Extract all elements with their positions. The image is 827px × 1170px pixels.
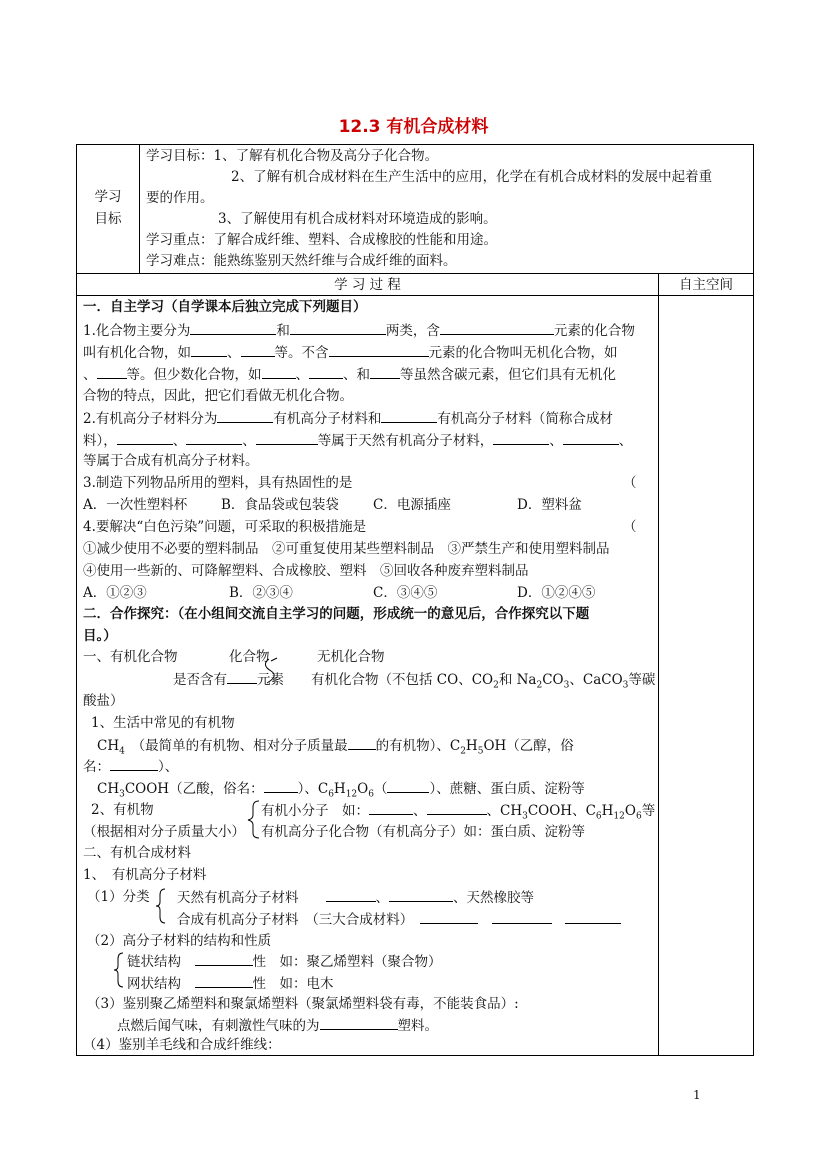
q4-statements-1: ①减少使用不必要的塑料制品 ②可重复使用某些塑料制品 ③严禁生产和使用塑料制品 xyxy=(83,541,610,557)
question-3-paren: （ xyxy=(623,475,637,491)
question-3-stem: 3.制造下列物品所用的塑料，具有热固性的是 xyxy=(83,475,353,491)
section2-heading: 二．合作探究：（在小组间交流自主学习的问题，形成统一的意见后，合作探究以下题 xyxy=(83,606,590,622)
organic-compound-label: 一、有机化合物 xyxy=(83,649,178,665)
q3-option-d: D．塑料盆 xyxy=(517,497,582,513)
page-title: 12.3 有机合成材料 xyxy=(338,117,489,137)
small-molecule-line: 有机小分子 如： 、 、$CH_3COOH$、$C_6H_{12}O_6$等 xyxy=(261,800,655,821)
classify-label: （1）分类 xyxy=(87,889,150,905)
organic-heading: 2、有机物 xyxy=(91,802,154,818)
synthetic-materials-heading: 二、有机合成材料 xyxy=(83,845,191,861)
key-point-line: 学习重点：了解合成纤维、塑料、合成橡胶的性能和用途。 xyxy=(146,232,497,248)
q4-option-c: C．③④⑤ xyxy=(373,585,438,601)
methane-line: $CH_4$ （最简单的有机物、相对分子质量最 的有机物）、$C_2H_5OH$（乙醇，俗 xyxy=(97,735,574,756)
contain-line-2: 酸盐） xyxy=(83,693,124,709)
goal-line: 要的作用。 xyxy=(146,190,214,206)
organic-size-note: （根据相对分子质量大小） xyxy=(83,824,245,840)
structure-heading: （2）高分子材料的结构和性质 xyxy=(87,933,272,949)
question-2-line-1: 2.有机高分子材料分为 有机高分子材料和 有机高分子材料（简称合成材 xyxy=(83,408,613,429)
question-1-line-1: 1.化合物主要分为 和 两类，含 元素的化合物 xyxy=(83,320,635,341)
worksheet-table xyxy=(76,144,754,1056)
goal-line: 学习目标：1、了解有机化合物及高分子化合物。 xyxy=(146,148,439,164)
page-number: 1 xyxy=(693,1088,701,1102)
macromolecule-line: 有机高分子化合物（有机高分子）如：蛋白质、淀粉等 xyxy=(261,824,585,840)
q4-option-d: D．①②④⑤ xyxy=(517,585,596,601)
question-4-stem: 4.要解决“白色污染”问题，可采取的积极措施是 xyxy=(83,519,367,535)
section1-heading: 一．自主学习（自学课本后独立完成下列题目） xyxy=(83,299,367,315)
q4-option-a: A．①②③ xyxy=(83,585,147,601)
contain-line: 是否含有 元素 有机化合物（不包括 CO、$CO_2$和 $Na_2CO_3$、CaCO$_3$等碳 xyxy=(173,669,655,690)
goals-label-divider xyxy=(139,145,140,273)
q3-option-a: A．一次性塑料杯 xyxy=(83,497,188,513)
methane-line-2: 名： ）、 xyxy=(83,756,178,777)
space-column-divider xyxy=(658,273,659,1055)
goals-label-1: 学习 xyxy=(94,189,122,205)
compound-label: 化合物 xyxy=(229,649,270,665)
question-2-line-2: 料）， 、 、 等属于天然有机高分子材料， 、 、 xyxy=(83,430,632,451)
difficulty-line: 学习难点：能熟练鉴别天然纤维与合成纤维的面料。 xyxy=(146,253,457,269)
organic-brace xyxy=(247,799,261,839)
acetic-acid-line: $CH_3COOH$（乙酸，俗名： ）、$C_6H_{12}O_6$（ ）、蔗糖、蛋白质、淀粉等 xyxy=(97,778,585,799)
q4-option-b: B．②③④ xyxy=(229,585,293,601)
question-1-line-3: 、 等。但少数化合物，如 、 、和 等虽然含碳元素，但它们具有无机化 xyxy=(83,364,616,385)
question-4-paren: （ xyxy=(623,519,637,535)
row-divider-header xyxy=(77,295,753,296)
question-1-line-2: 叫有机化合物，如 、 等。不含 元素的化合物叫无机化合物，如 xyxy=(83,342,618,363)
space-header: 自主空间 xyxy=(679,277,733,293)
goal-line: 2、了解有机合成材料在生产生活中的应用，化学在有机合成材料的发展中起着重 xyxy=(231,169,713,185)
question-1-line-4: 合物的特点，因此，把它们看做无机化合物。 xyxy=(83,388,353,404)
common-organics-heading: 1、生活中常见的有机物 xyxy=(91,715,235,731)
section2-heading-cont: 目。） xyxy=(83,628,117,644)
row-divider-goals xyxy=(77,273,753,274)
identify-fibers-heading: （4）鉴别羊毛线和合成纤维线： xyxy=(83,1037,281,1053)
q4-statements-2: ④使用一些新的、可降解塑料、合成橡胶、塑料 ⑤回收各种废弃塑料制品 xyxy=(83,563,529,579)
goal-line: 3、了解使用有机合成材料对环境造成的影响。 xyxy=(218,211,497,227)
goals-label-2: 目标 xyxy=(94,211,122,227)
natural-polymer-line: 天然有机高分子材料 、 、天然橡胶等 xyxy=(177,887,534,908)
q3-option-b: B．食品袋或包装袋 xyxy=(221,497,339,513)
process-header: 学 习 过 程 xyxy=(334,277,401,293)
inorganic-compound-label: 无机化合物 xyxy=(317,649,385,665)
synthetic-polymer-line: 合成有机高分子材料 （三大合成材料） xyxy=(177,909,621,930)
structure-brace xyxy=(113,951,125,989)
network-structure-line: 网状结构 性 如：电木 xyxy=(127,973,334,994)
classify-brace xyxy=(155,887,167,925)
question-2-line-3: 等属于合成有机高分子材料。 xyxy=(83,453,259,469)
chain-structure-line: 链状结构 性 如：聚乙烯塑料（聚合物） xyxy=(127,951,442,972)
identify-plastics-line: 点燃后闻气味，有刺激性气味的为 塑料。 xyxy=(117,1015,438,1036)
identify-plastics-heading: （3）鉴别聚乙烯塑料和聚氯烯塑料（聚氯烯塑料袋有毒，不能装食品）: xyxy=(87,996,519,1012)
q3-option-c: C．电源插座 xyxy=(373,497,451,513)
polymer-heading: 1、 有机高分子材料 xyxy=(83,867,207,883)
